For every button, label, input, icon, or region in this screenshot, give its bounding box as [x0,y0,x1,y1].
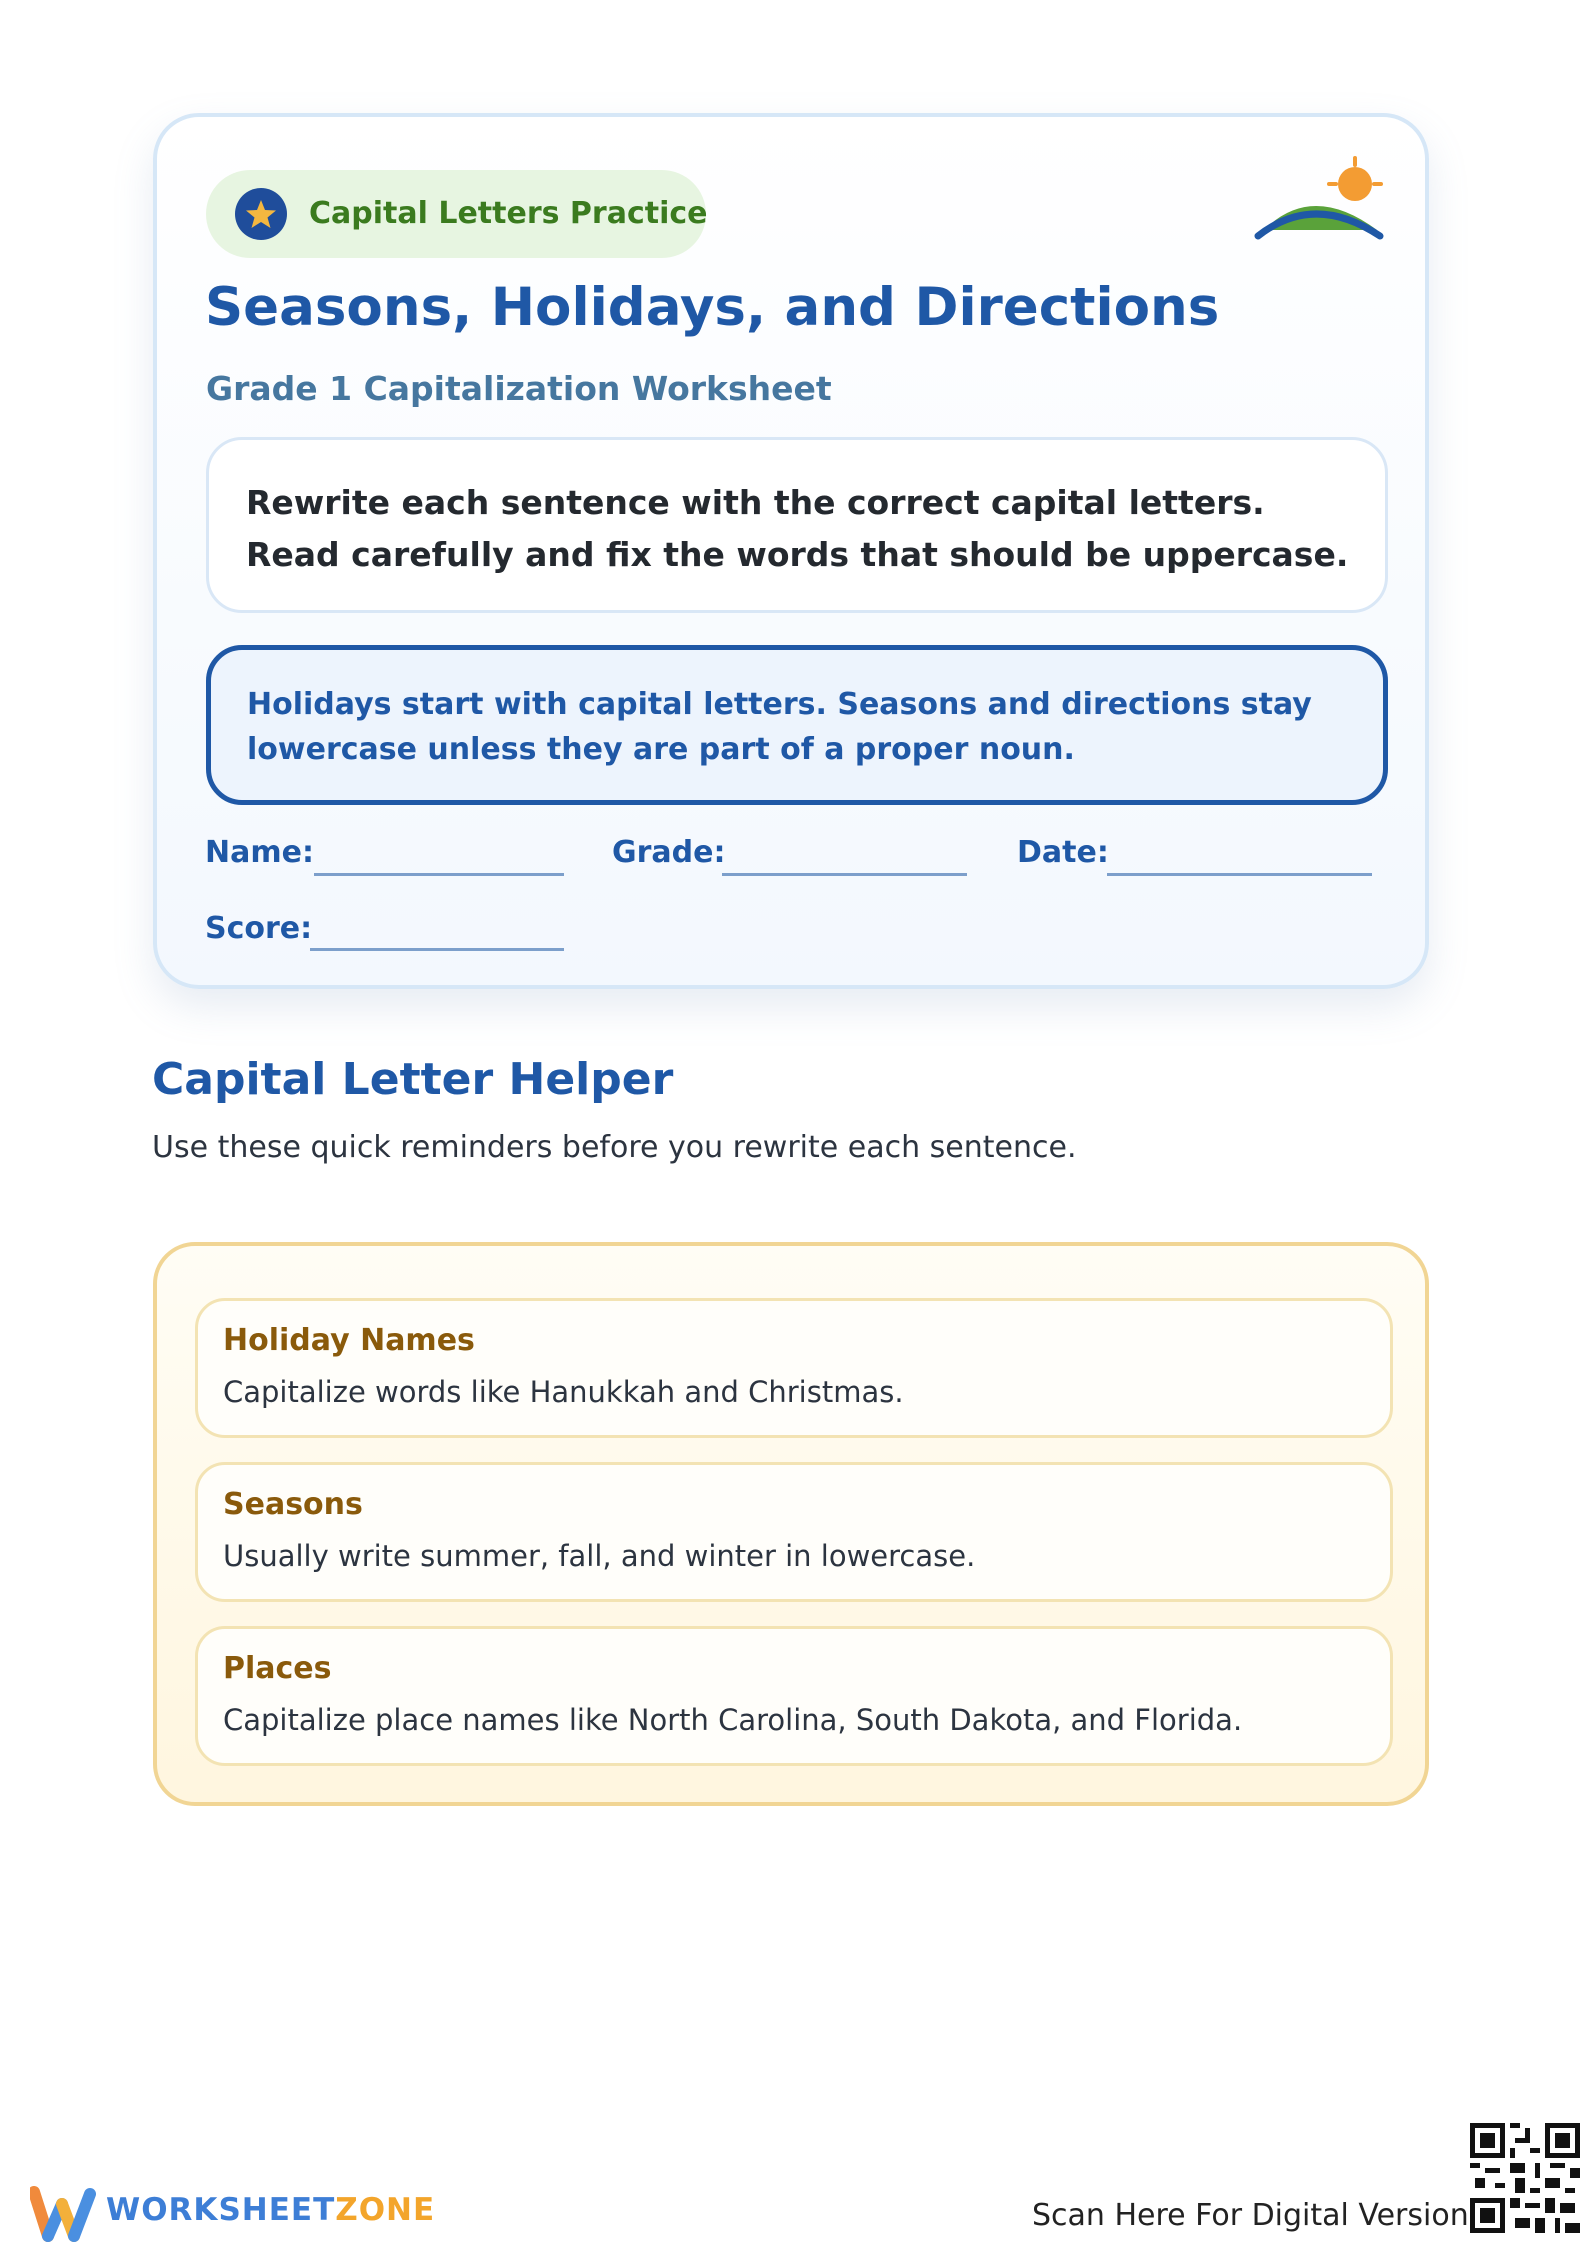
topic-badge [206,170,706,258]
rule-title: Places [223,1651,332,1686]
instruction-text: Rewrite each sentence with the correct capital letters. Read carefully and fix the words that should be uppercase. [246,483,1349,574]
rule-card-seasons [195,1462,1393,1602]
helper-card [153,1242,1429,1806]
worksheetzone-logo-icon [30,2186,96,2246]
brand-part-1: WORKSHEET [106,2192,336,2228]
grade-label: Grade: [612,835,726,870]
rule-text: Capitalize place names like North Carolina, South Dakota, and Florida. [223,1703,1243,1737]
tip-box [206,645,1388,805]
score-field[interactable] [310,948,564,951]
name-label: Name: [205,835,314,870]
grade-field[interactable] [722,873,967,876]
sun-over-hill-icon [1252,152,1392,256]
badge-label: Capital Letters Practice [309,196,708,231]
helper-subheading: Use these quick reminders before you rewrite each sentence. [152,1130,1077,1165]
rule-card-places [195,1626,1393,1766]
worksheet-subtitle: Grade 1 Capitalization Worksheet [206,369,832,408]
rule-title: Seasons [223,1487,363,1522]
worksheet-header-card [153,113,1429,989]
rule-card-holiday-names [195,1298,1393,1438]
score-label: Score: [205,911,313,946]
date-field[interactable] [1107,873,1372,876]
rule-title: Holiday Names [223,1323,475,1358]
helper-heading: Capital Letter Helper [152,1054,674,1105]
scan-caption: Scan Here For Digital Version [1032,2198,1469,2233]
brand-part-2: ZONE [335,2192,436,2228]
worksheet-title: Seasons, Holidays, and Directions [205,277,1220,338]
date-label: Date: [1017,835,1109,870]
name-field[interactable] [314,873,564,876]
star-icon [235,188,287,240]
tip-text: Holidays start with capital letters. Seasons and directions stay lowercase unless they are part of a proper noun. [247,687,1312,767]
footer-brand [106,2192,435,2228]
rule-text: Capitalize words like Hanukkah and Christmas. [223,1375,904,1409]
qr-code[interactable] [1470,2123,1580,2237]
rule-text: Usually write summer, fall, and winter in lowercase. [223,1539,976,1573]
instruction-box [206,437,1388,613]
